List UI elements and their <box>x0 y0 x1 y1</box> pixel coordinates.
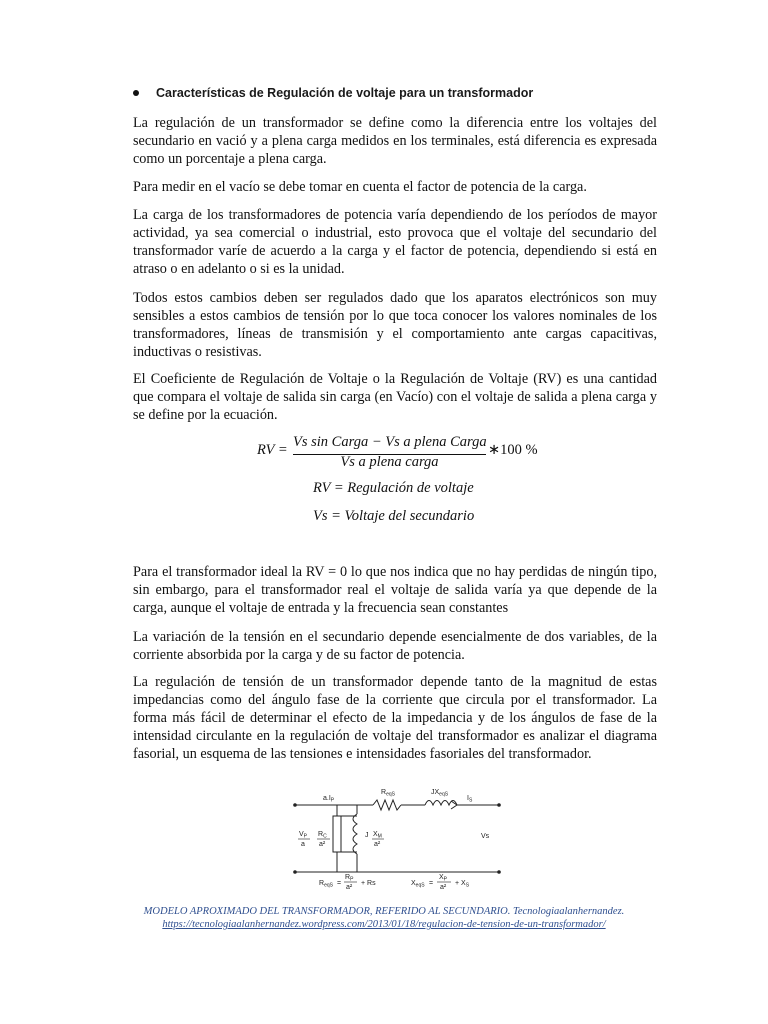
paragraph-coefficient: El Coeficiente de Regulación de Voltaje o la Regulación de Voltaje (RV) es una cantidad que compara el voltaje de salida sin carga (en Vacío) con el voltaje de salida a plena carga y se define por la ecuación. <box>133 371 657 423</box>
section-heading <box>133 86 653 100</box>
bullet-icon <box>133 90 139 96</box>
svg-text:RP: $R_P$ <box>345 874 354 883</box>
svg-text:XM: $X_M$ <box>373 831 382 840</box>
svg-text:=: = <box>337 880 342 887</box>
svg-text:RC: $R_C$ <box>318 831 327 840</box>
svg-text:XP: $X_P$ <box>439 874 448 883</box>
paragraph-load-variation: La carga de los transformadores de potencia varía dependiendo de los períodos de mayor actividad, ya sea comercial o industrial, esto provoca que el voltaje del secundario del transformador varíe de acuerdo a la carga y el factor de potencia, dependiendo si está en atraso o en adelanto o si es la unidad. <box>133 207 657 277</box>
svg-text:=: = <box>429 880 434 887</box>
figure-source <box>0 919 768 930</box>
svg-text:Vs: Vs <box>481 833 490 840</box>
paragraph-impedance: La regulación de tensión de un transformador depende tanto de la magnitud de estas impedancias como del ángulo fase de la corriente que circula por el transformador. La forma más fácil de determinar el efecto de la impedancia y de los ángulos de fase de la intensidad circulante en la regulación de voltaje del transformador es analizar el diagrama fasorial, un esquema de las tensiones e intensidades fasoriales del transformador. <box>133 674 657 762</box>
svg-text:VP: $V_P$ <box>299 831 308 840</box>
svg-text:XeqS: $X_{eqS}$ <box>411 880 425 889</box>
paragraph-definition: La regulación de un transformador se define como la diferencia entre los voltajes del secundario en vació y a plena carga medidos en los terminales, está diferencia es expresada como un porcentaje a plena carga. <box>133 115 657 167</box>
svg-text:ReqS: $R_{eqS}$ <box>319 880 333 889</box>
paragraph-regulation-changes: Todos estos cambios deben ser regulados dado que los aparatos electrónicos son muy sensibles a estos cambios de tensión por lo que toca conocer los valores nominales de los transformadores, líneas de transmisión y el comportamiento ante cargas capacitivas, inductivas o resistivas. <box>133 290 657 360</box>
svg-text:a: a <box>301 841 305 848</box>
equation-suffix: ∗100 % <box>488 442 538 458</box>
svg-text:JXeqS: $JX_{eqS}$ <box>431 789 449 798</box>
paragraph-ideal: Para el transformador ideal la RV = 0 lo que nos indica que no hay perdidas de ningún tipo, sin embargo, para el transformador real el voltaje de salida varía ya que depende de la carga, aunque el voltaje de entrada y la frecuencia sean constantes <box>133 564 657 616</box>
svg-text:+ XS: + $X_S$ <box>455 880 470 889</box>
figure-caption: MODELO APROXIMADO DEL TRANSFORMADOR, REFERIDO AL SECUNDARIO. Tecnologiaalanhernandez. <box>143 906 625 917</box>
svg-text:a.IP: $a.I_P$ <box>323 795 335 804</box>
svg-text:a²: a² <box>346 884 353 890</box>
equation-def-vs: Vs = Voltaje del secundario <box>313 508 475 524</box>
svg-text:J: J <box>365 832 369 839</box>
paragraph-no-load: Para medir en el vacío se debe tomar en cuenta el factor de potencia de la carga. <box>133 179 587 195</box>
paragraph-voltage-variation: La variación de la tensión en el secundario depende esencialmente de dos variables, de la corriente absorbida por la carga y de su factor de potencia. <box>133 629 657 663</box>
equation-denominator: Vs a plena carga <box>340 454 439 470</box>
svg-text:a²: a² <box>374 841 381 848</box>
section-heading-text: Características de Regulación de voltaje para un transformador <box>156 86 534 100</box>
equation-def-rv: RV = Regulación de voltaje <box>313 480 474 496</box>
equation-lhs: RV = <box>257 442 288 458</box>
svg-text:+ Rs: + Rs <box>361 880 376 887</box>
svg-text:IS: $I_S$ <box>467 795 473 804</box>
svg-text:a²: a² <box>440 884 447 890</box>
transformer-circuit-diagram <box>285 780 515 890</box>
svg-text:a²: a² <box>319 841 326 848</box>
equation-numerator: Vs sin Carga − Vs a plena Carga <box>293 434 487 450</box>
svg-text:ReqS: $R_{eqS}$ <box>381 789 395 798</box>
source-link[interactable]: https://tecnologiaalanhernandez.wordpress.com/2013/01/18/regulacion-de-tension-de-un-transformador/ <box>162 919 606 930</box>
